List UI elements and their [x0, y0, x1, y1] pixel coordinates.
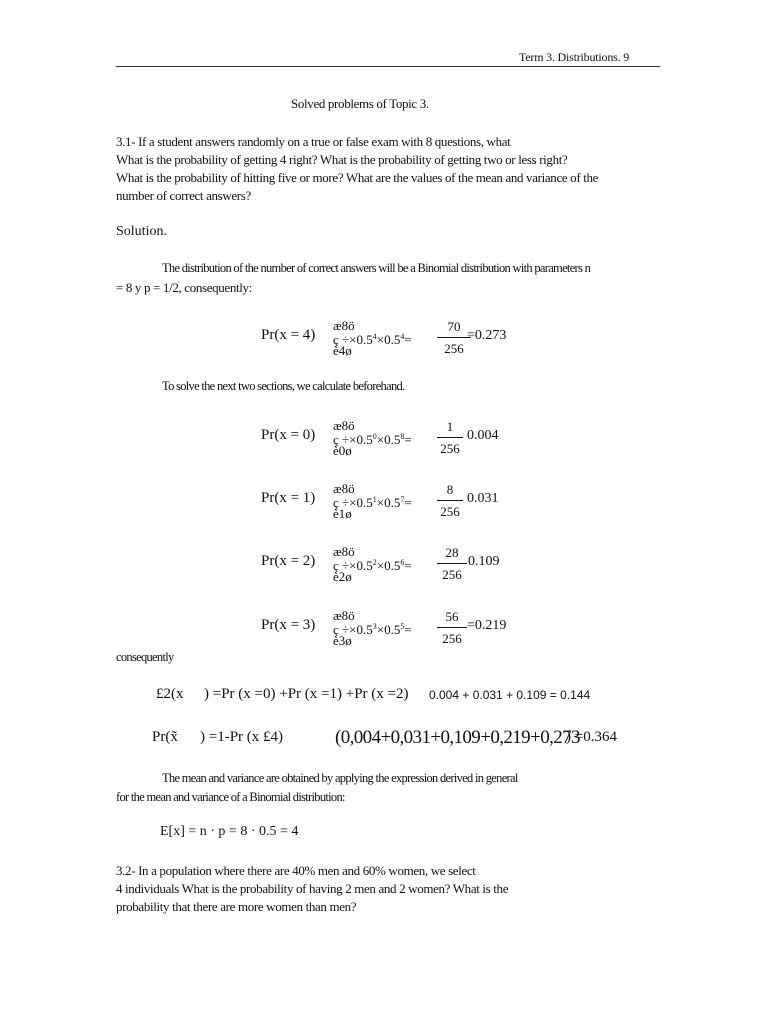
equation-result: =0.273 [467, 328, 507, 343]
fraction-denominator: 256 [440, 441, 460, 456]
equation-lhs: Pr(x = 2) [261, 553, 316, 569]
binomial-middle: ç $\div\times 0.5^2\times 0.5^6=$ [333, 558, 412, 573]
fraction [437, 545, 467, 583]
fraction-numerator: 28 [437, 545, 467, 564]
equation-lhs: Pr(x = 4) [261, 327, 316, 343]
binomial-coefficient [333, 483, 412, 519]
equation-result: =0.219 [467, 618, 507, 633]
fraction [437, 319, 471, 357]
binomial-top: æ8ö [333, 544, 355, 559]
intro-line: = 8 y p = 1/2, consequently: [116, 280, 252, 295]
fraction-denominator: 256 [442, 567, 462, 582]
equation-lhs: Pr(x = 0) [261, 427, 316, 443]
problem-2-line: 3.2- In a population where there are 40% men and 60% women, we select [116, 863, 476, 878]
binomial-bottom: è1ø [333, 506, 352, 521]
cumulative-lhs: Pr(x̃ [152, 729, 178, 745]
cumulative-result: ) =0.364 [566, 729, 617, 745]
fraction-numerator: 70 [437, 319, 471, 338]
header-rule [116, 66, 660, 67]
problem-2-line: 4 individuals What is the probability of having 2 men and 2 women? What is the [116, 881, 509, 896]
fraction-numerator: 8 [437, 482, 463, 501]
cumulative-rhs: ) =Pr (x =0) +Pr (x =1) +Pr (x =2) [204, 686, 409, 702]
binomial-top: æ8ö [333, 418, 355, 433]
calc-intro: To solve the next two sections, we calculate beforehand. [162, 379, 405, 393]
binomial-coefficient [333, 610, 412, 646]
binomial-top: æ8ö [333, 318, 355, 333]
binomial-coefficient [333, 546, 412, 582]
running-header: Term 3. Distributions. 9 [519, 50, 630, 64]
cumulative-sum: (0,004+0,031+0,109+0,219+0,273 [335, 727, 580, 748]
binomial-bottom: è3ø [333, 633, 352, 648]
cumulative-value: 0.004 + 0.031 + 0.109 = 0.144 [429, 688, 591, 702]
mean-variance-line: for the mean and variance of a Binomial distribution: [116, 790, 345, 804]
binomial-middle: ç $\div\times 0.5^1\times 0.5^7=$ [333, 495, 412, 510]
equation-lhs: Pr(x = 1) [261, 490, 316, 506]
equation-result: 0.004 [467, 428, 499, 443]
equation-lhs: Pr(x = 3) [261, 617, 316, 633]
fraction-denominator: 256 [442, 631, 462, 646]
equation-result: 0.109 [468, 554, 500, 569]
fraction-numerator: 1 [437, 419, 463, 438]
fraction [437, 482, 463, 520]
binomial-coefficient [333, 420, 412, 456]
problem-2-line: probability that there are more women than men? [116, 899, 357, 914]
problem-1-line: 3.1- If a student answers randomly on a true or false exam with 8 questions, what [116, 134, 511, 149]
binomial-bottom: è0ø [333, 443, 352, 458]
page-title: Solved problems of Topic 3. [291, 96, 429, 111]
intro-line: The distribution of the number of correct answers will be a Binomial distribution with parameters n [162, 261, 591, 275]
fraction [437, 419, 463, 457]
fraction [437, 609, 467, 647]
problem-1-line: number of correct answers? [116, 188, 251, 203]
binomial-middle: ç $\div\times 0.5^0\times 0.5^8=$ [333, 432, 412, 447]
binomial-bottom: è4ø [333, 343, 352, 358]
binomial-coefficient [333, 320, 412, 356]
equation-result: 0.031 [467, 491, 499, 506]
binomial-middle: ç $\div\times 0.5^4\times 0.5^4=$ [333, 332, 412, 347]
fraction-numerator: 56 [437, 609, 467, 628]
fraction-denominator: 256 [444, 341, 464, 356]
cumulative-mid: ) =1-Pr (x £4) [200, 729, 284, 745]
binomial-middle: ç $\div\times 0.5^3\times 0.5^5=$ [333, 622, 412, 637]
cumulative-lhs: £2(x [156, 686, 184, 702]
problem-1-line: What is the probability of getting 4 right? What is the probability of getting two or less right? [116, 152, 568, 167]
fraction-denominator: 256 [440, 504, 460, 519]
solution-label: Solution. [116, 224, 167, 239]
problem-1-line: What is the probability of hitting five or more? What are the values of the mean and variance of the [116, 170, 599, 185]
mean-variance-line: The mean and variance are obtained by applying the expression derived in general [162, 771, 518, 785]
expectation-formula: E[x] = n · p = 8 · 0.5 = 4 [160, 824, 299, 839]
binomial-top: æ8ö [333, 608, 355, 623]
binomial-bottom: è2ø [333, 569, 352, 584]
binomial-top: æ8ö [333, 481, 355, 496]
consequently-label: consequently [116, 650, 174, 664]
